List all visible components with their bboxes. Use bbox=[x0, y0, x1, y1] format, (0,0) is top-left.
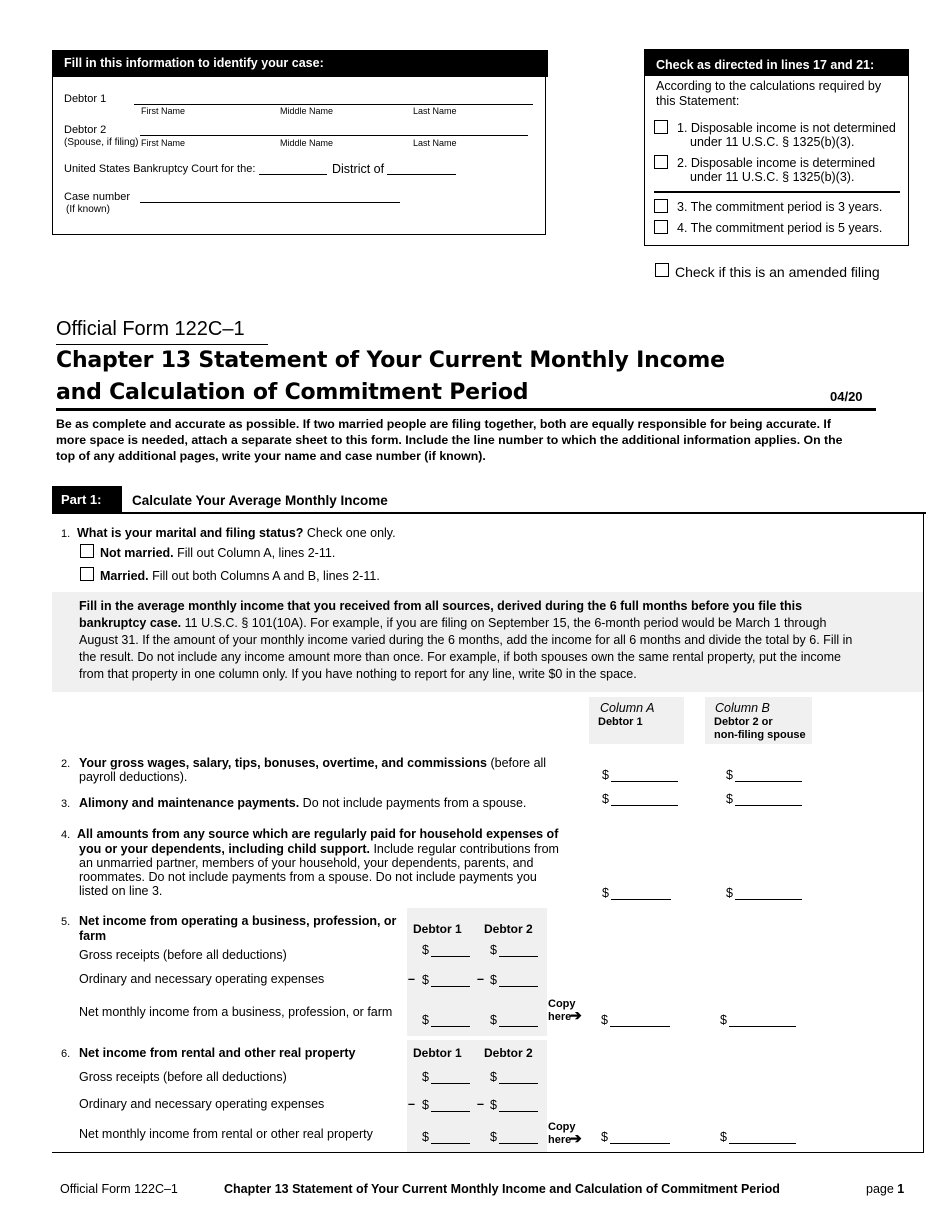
line6-gross-label: Gross receipts (before all deductions) bbox=[79, 1070, 287, 1084]
opt1-line2: under 11 U.S.C. § 1325(b)(3). bbox=[690, 135, 855, 149]
page-bottom-rule bbox=[52, 1152, 924, 1153]
line6-col-b-input[interactable] bbox=[729, 1143, 796, 1144]
line5-here: here bbox=[548, 1011, 572, 1023]
line3-num: 3. bbox=[61, 798, 71, 810]
line5-exp-d1-input[interactable] bbox=[431, 986, 470, 987]
line2-text2: payroll deductions). bbox=[79, 770, 188, 784]
commitment-intro: According to the calculations required by this Statement: bbox=[656, 79, 882, 108]
column-b-title: Column B bbox=[715, 701, 770, 715]
footer-title: Chapter 13 Statement of Your Current Monthly Income and Calculation of Commitment Period bbox=[224, 1182, 780, 1196]
official-form-label: Official Form 122C–1 bbox=[56, 318, 245, 340]
line5-debtor2-head: Debtor 2 bbox=[484, 922, 533, 936]
line6-bold: Net income from rental and other real property bbox=[79, 1046, 356, 1060]
line5-bold2: farm bbox=[79, 929, 107, 943]
page-label: page bbox=[866, 1182, 894, 1196]
page-number: 1 bbox=[897, 1182, 905, 1196]
line6-exp-d1-minus: – bbox=[408, 1097, 415, 1111]
disposable-determined-checkbox[interactable] bbox=[654, 155, 668, 169]
line5-exp-d1-dollar: $ bbox=[422, 973, 429, 987]
amended-filing-checkbox[interactable] bbox=[655, 263, 669, 277]
line5-exp-d2-input[interactable] bbox=[499, 986, 538, 987]
line6-exp-d2-input[interactable] bbox=[499, 1111, 538, 1112]
line6-net-d2-dollar: $ bbox=[490, 1130, 497, 1144]
form-date: 04/20 bbox=[830, 389, 863, 404]
line4-bold1: All amounts from any source which are regularly paid for household expenses of bbox=[77, 827, 559, 841]
line4-text4: roommates. Do not include payments from a spouse. Do not include payments you bbox=[79, 870, 537, 884]
line5-gross-d1-input[interactable] bbox=[431, 956, 470, 957]
line6-here: here bbox=[548, 1134, 572, 1146]
line3-rest: Do not include payments from a spouse. bbox=[299, 796, 527, 810]
line5-gross-d1-dollar: $ bbox=[422, 943, 429, 957]
line6-exp-label: Ordinary and necessary operating expenses bbox=[79, 1097, 325, 1111]
married-checkbox[interactable] bbox=[80, 567, 94, 581]
line2-col-a-dollar: $ bbox=[602, 768, 609, 782]
line6-debtor1-head: Debtor 1 bbox=[413, 1046, 462, 1060]
line6-debtor2-head: Debtor 2 bbox=[484, 1046, 533, 1060]
line6-col-a-dollar: $ bbox=[601, 1130, 608, 1144]
line1-num: 1. bbox=[61, 528, 71, 540]
line5-col-a-dollar: $ bbox=[601, 1013, 608, 1027]
opt2-line1: 2. Disposable income is determined bbox=[677, 156, 876, 170]
line4-col-b-dollar: $ bbox=[726, 886, 733, 900]
debtor1-label: Debtor 1 bbox=[64, 93, 107, 105]
line6-net-d1-dollar: $ bbox=[422, 1130, 429, 1144]
line5-exp-d2-dollar: $ bbox=[490, 973, 497, 987]
middle-name-caption-2: Middle Name bbox=[280, 138, 334, 148]
opt3-label: 3. The commitment period is 3 years. bbox=[677, 200, 883, 214]
instructions-rest: 11 U.S.C. § 101(10A). For example, if you are filing on September 15, the 6-month period would be March 1 through August 31. If the amount of your monthly income varied during the 6 months, add the income for all 6 months and divide the total by 6. Fill in the result. Do not include any income amount more than once. For example, if both spouses own the same rental property, put the income from that property in one column only. If you have nothing to report for any line, write $0 in the space. bbox=[79, 616, 853, 681]
line3-bold: Alimony and maintenance payments. bbox=[79, 796, 300, 810]
line6-gross-d1-dollar: $ bbox=[422, 1070, 429, 1084]
line5-net-d2-dollar: $ bbox=[490, 1013, 497, 1027]
line2-rest: (before all bbox=[487, 756, 547, 770]
column-a-sub: Debtor 1 bbox=[598, 716, 643, 728]
not-married-checkbox[interactable] bbox=[80, 544, 94, 558]
form-title-line1: Chapter 13 Statement of Your Current Monthly Income bbox=[56, 348, 725, 373]
case-number-note: (If known) bbox=[66, 204, 110, 215]
title-rule bbox=[56, 408, 876, 411]
line2-bold: Your gross wages, salary, tips, bonuses, overtime, and commissions bbox=[79, 756, 488, 770]
line4-col-b-input[interactable] bbox=[735, 899, 802, 900]
line6-net-label: Net monthly income from rental or other real property bbox=[79, 1127, 373, 1141]
case-number-field[interactable] bbox=[140, 202, 400, 203]
not-married-label bbox=[100, 546, 335, 560]
line5-gross-d2-dollar: $ bbox=[490, 943, 497, 957]
period-5-years-checkbox[interactable] bbox=[654, 220, 668, 234]
line6-gross-d2-dollar: $ bbox=[490, 1070, 497, 1084]
line6-net-d1-input[interactable] bbox=[431, 1143, 470, 1144]
line6-gross-d2-input[interactable] bbox=[499, 1083, 538, 1084]
part1-label: Part 1: bbox=[52, 486, 122, 513]
line5-col-a-input[interactable] bbox=[610, 1026, 670, 1027]
footer-page bbox=[866, 1182, 904, 1196]
case-number-label: Case number bbox=[64, 191, 131, 203]
debtor2-name-field[interactable] bbox=[140, 135, 528, 136]
married-rest: Fill out both Columns A and B, lines 2-11. bbox=[148, 569, 380, 583]
married-bold: Married. bbox=[100, 569, 149, 583]
line2-col-b-dollar: $ bbox=[726, 768, 733, 782]
last-name-caption-2: Last Name bbox=[413, 138, 457, 148]
footer-form: Official Form 122C–1 bbox=[60, 1182, 178, 1196]
line3-text bbox=[79, 796, 526, 810]
not-married-bold: Not married. bbox=[100, 546, 174, 560]
column-b-sub1: Debtor 2 or bbox=[714, 716, 773, 728]
first-name-caption-2: First Name bbox=[141, 138, 186, 148]
line2-text bbox=[79, 756, 546, 770]
part1-title: Calculate Your Average Monthly Income bbox=[132, 493, 388, 508]
line5-bold1: Net income from operating a business, profession, or bbox=[79, 914, 397, 928]
line5-net-d1-dollar: $ bbox=[422, 1013, 429, 1027]
line1-q-rest: Check one only. bbox=[303, 526, 396, 540]
line2-col-a-input[interactable] bbox=[611, 781, 678, 782]
line2-num: 2. bbox=[61, 758, 71, 770]
form-intro: Be as complete and accurate as possible. If two married people are filing together, both are equally responsible for being accurate. If more space is needed, attach a separate sheet to this form. Include the line number to which the additional information applies. On the top of any additional pages, write your name and case number (if known). bbox=[56, 417, 843, 463]
debtor1-name-field[interactable] bbox=[134, 104, 533, 105]
debtor2-label: Debtor 2 bbox=[64, 124, 107, 136]
last-name-caption: Last Name bbox=[413, 106, 457, 116]
line5-gross-label: Gross receipts (before all deductions) bbox=[79, 948, 287, 962]
part1-rule bbox=[52, 512, 926, 514]
line4-rest2: Include regular contributions from bbox=[369, 842, 559, 856]
line4-text3: an unmarried partner, members of your household, your dependents, parents, and bbox=[79, 856, 534, 870]
line3-col-a-dollar: $ bbox=[602, 792, 609, 806]
line5-exp-d1-minus: – bbox=[408, 972, 415, 986]
amended-filing-label: Check if this is an amended filing bbox=[675, 264, 880, 280]
official-form-underline bbox=[56, 344, 268, 345]
line4-bold2: you or your dependents, including child support. bbox=[79, 842, 370, 856]
line5-net-d1-input[interactable] bbox=[431, 1026, 470, 1027]
line6-col-a-input[interactable] bbox=[610, 1143, 670, 1144]
opt1-line1: 1. Disposable income is not determined bbox=[677, 121, 896, 135]
line5-debtor1-head: Debtor 1 bbox=[413, 922, 462, 936]
line6-col-b-dollar: $ bbox=[720, 1130, 727, 1144]
line4-num: 4. bbox=[61, 829, 71, 841]
case-info-heading: Fill in this information to identify your case: bbox=[52, 50, 548, 77]
opt4-label: 4. The commitment period is 5 years. bbox=[677, 221, 883, 235]
line5-col-b-input[interactable] bbox=[729, 1026, 796, 1027]
line1-question bbox=[77, 526, 396, 540]
line4-text2 bbox=[79, 842, 559, 856]
line3-col-b-dollar: $ bbox=[726, 792, 733, 806]
line6-exp-d2-minus: – bbox=[477, 1097, 484, 1111]
line5-num: 5. bbox=[61, 916, 71, 928]
district-field[interactable] bbox=[387, 174, 456, 175]
column-a-title: Column A bbox=[600, 701, 655, 715]
line1-q-bold: What is your marital and filing status? bbox=[77, 526, 304, 540]
check-divider bbox=[654, 191, 900, 193]
line3-col-a-input[interactable] bbox=[611, 805, 678, 806]
line6-exp-d1-input[interactable] bbox=[431, 1111, 470, 1112]
line5-arrow-icon: ➔ bbox=[570, 1007, 582, 1023]
disposable-not-determined-checkbox[interactable] bbox=[654, 120, 668, 134]
column-b-sub2: non-filing spouse bbox=[714, 729, 806, 741]
line3-col-b-input[interactable] bbox=[735, 805, 802, 806]
line4-col-a-dollar: $ bbox=[602, 886, 609, 900]
instructions-bold: Fill in the average monthly income that you received from all sources, derived during the 6 full months before you file this bankruptcy case. bbox=[79, 599, 803, 630]
line5-gross-d2-input[interactable] bbox=[499, 956, 538, 957]
form-title-line2: and Calculation of Commitment Period bbox=[56, 380, 529, 405]
line2-col-b-input[interactable] bbox=[735, 781, 802, 782]
instructions-text bbox=[79, 598, 854, 683]
line5-copy: Copy bbox=[548, 998, 576, 1010]
line6-gross-d1-input[interactable] bbox=[431, 1083, 470, 1084]
middle-name-caption: Middle Name bbox=[280, 106, 334, 116]
line5-exp-d2-minus: – bbox=[477, 972, 484, 986]
court-field[interactable] bbox=[259, 174, 327, 175]
line5-net-label: Net monthly income from a business, profession, or farm bbox=[79, 1005, 393, 1019]
line6-copy: Copy bbox=[548, 1121, 576, 1133]
debtor2-note: (Spouse, if filing) bbox=[64, 137, 139, 148]
court-label: United States Bankruptcy Court for the: bbox=[64, 163, 256, 175]
line4-col-a-input[interactable] bbox=[611, 899, 671, 900]
line6-exp-d2-dollar: $ bbox=[490, 1098, 497, 1112]
line5-exp-label: Ordinary and necessary operating expenses bbox=[79, 972, 325, 986]
first-name-caption: First Name bbox=[141, 106, 186, 116]
line5-net-d2-input[interactable] bbox=[499, 1026, 538, 1027]
line6-arrow-icon: ➔ bbox=[570, 1130, 582, 1146]
line4-text5: listed on line 3. bbox=[79, 884, 163, 898]
right-border bbox=[923, 512, 924, 1152]
line5-col-b-dollar: $ bbox=[720, 1013, 727, 1027]
not-married-rest: Fill out Column A, lines 2-11. bbox=[173, 546, 336, 560]
line6-num: 6. bbox=[61, 1048, 71, 1060]
district-label: District of bbox=[332, 162, 385, 176]
period-3-years-checkbox[interactable] bbox=[654, 199, 668, 213]
married-label bbox=[100, 569, 380, 583]
line6-net-d2-input[interactable] bbox=[499, 1143, 538, 1144]
commitment-check-heading: Check as directed in lines 17 and 21: bbox=[644, 49, 909, 76]
line6-exp-d1-dollar: $ bbox=[422, 1098, 429, 1112]
opt2-line2: under 11 U.S.C. § 1325(b)(3). bbox=[690, 170, 855, 184]
